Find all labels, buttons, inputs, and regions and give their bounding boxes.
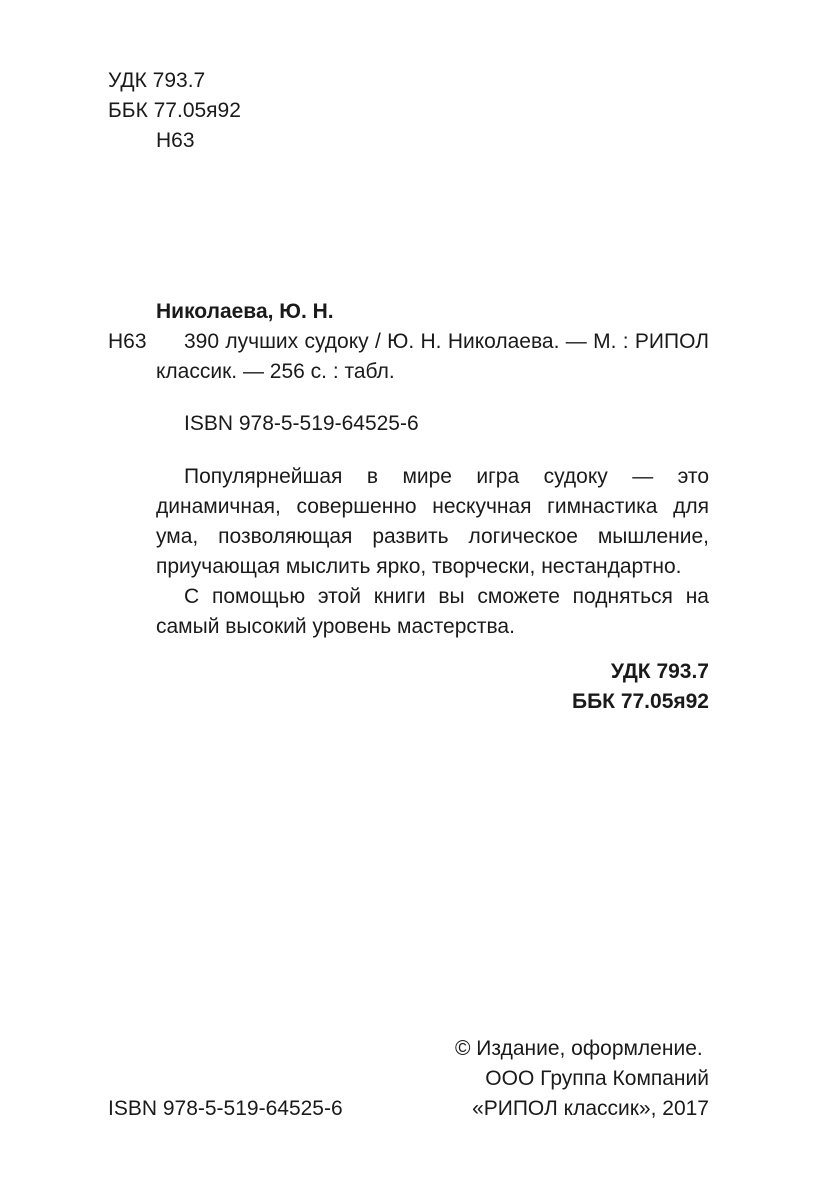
footer-copyright-line3: «РИПОЛ классик», 2017 <box>472 1097 709 1120</box>
header-bbk: ББК 77.05я92 <box>108 99 241 122</box>
header-udk: УДК 793.7 <box>108 69 206 92</box>
record-isbn: ISBN 978-5-519-64525-6 <box>184 412 419 435</box>
annotation-paragraph-1-text: Популярнейшая в мире игра судоку — это динамичная, совершенно нескучная гимнастика для ума, позволяющая развить логическое мышление, приучающая мыслить ярко, творчески, нестандартно. <box>156 465 709 578</box>
record-title-line1: 390 лучших судоку / Ю. Н. Николаева. — М. : РИПОЛ <box>184 330 709 353</box>
footer-copyright-line2: ООО Группа Компаний <box>485 1067 709 1090</box>
annotation-paragraph-2 <box>156 582 709 642</box>
header-author-mark: Н63 <box>156 129 195 152</box>
record-author: Николаева, Ю. Н. <box>156 300 334 323</box>
footer-copyright-line1: © Издание, оформление. <box>455 1037 703 1060</box>
classification-udk: УДК 793.7 <box>610 660 709 683</box>
annotation-paragraph-1 <box>156 462 709 582</box>
record-mark: Н63 <box>108 330 147 353</box>
record-title-line2: классик. — 256 с. : табл. <box>156 360 395 383</box>
classification-bbk: ББК 77.05я92 <box>571 690 709 713</box>
annotation-paragraph-2-text: С помощью этой книги вы сможете подняться на самый высокий уровень мастерства. <box>156 585 709 638</box>
footer-isbn: ISBN 978-5-519-64525-6 <box>108 1097 343 1120</box>
